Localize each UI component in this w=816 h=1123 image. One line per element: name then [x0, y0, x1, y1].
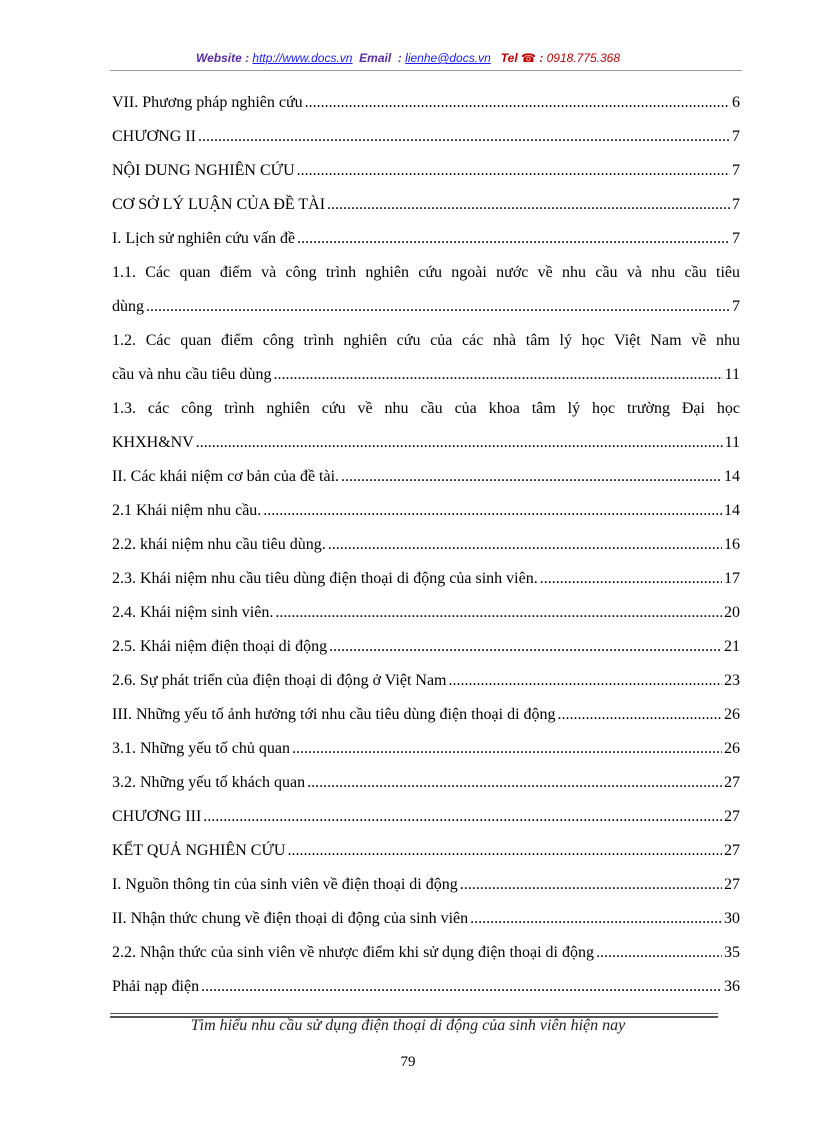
toc-entry-page: 7	[732, 162, 740, 179]
email-link[interactable]: lienhe@docs.vn	[405, 51, 491, 65]
toc-entry-title: CHƯƠNG III	[112, 808, 202, 825]
toc-entry-title: CHƯƠNG II	[112, 128, 196, 145]
toc-leader-dots	[292, 732, 722, 766]
website-link[interactable]: http://www.docs.vn	[252, 51, 353, 65]
toc-leader-dots	[470, 902, 722, 936]
toc-leader-dots	[327, 188, 730, 222]
email-separator: :	[397, 51, 402, 65]
toc-entry-page: 35	[724, 944, 740, 961]
toc-entry-title: 2.1 Khái niệm nhu cầu.	[112, 502, 262, 519]
footer-title: Tìm hiểu nhu cầu sử dụng điện thoại di động của sinh viên hiện nay	[190, 1017, 626, 1034]
toc-entry-text-first-line: 1.2. Các quan điểm công trình nghiên cứu của các nhà tâm lý học Việt Nam về nhu	[112, 332, 740, 349]
toc-entry[interactable]	[112, 936, 740, 970]
toc-entry-page: 6	[732, 94, 740, 111]
toc-entry[interactable]	[112, 630, 740, 664]
toc-entry[interactable]	[112, 970, 740, 1004]
toc-entry-title: KHXH&NV	[112, 434, 194, 451]
toc-leader-dots	[328, 528, 722, 562]
toc-entry-title: I. Lịch sử nghiên cứu vấn đề	[112, 230, 296, 247]
toc-entry[interactable]	[112, 290, 740, 324]
toc-leader-dots	[540, 562, 722, 596]
toc-entry-title: II. Nhận thức chung về điện thoại di động của sinh viên	[112, 910, 469, 927]
toc-leader-dots	[287, 834, 722, 868]
toc-entry-page: 7	[732, 298, 740, 315]
toc-entry-title: I. Nguồn thông tin của sinh viên về điện thoại di động	[112, 876, 458, 893]
toc-leader-dots	[274, 358, 723, 392]
toc-entry[interactable]	[112, 664, 740, 698]
website-label: Website :	[195, 51, 250, 65]
toc-entry[interactable]	[112, 596, 740, 630]
toc-entry-title: 3.1. Những yếu tố chủ quan	[112, 740, 290, 757]
toc-leader-dots	[341, 460, 722, 494]
toc-entry-title: 2.4. Khái niệm sinh viên.	[112, 604, 274, 621]
page-header	[0, 51, 816, 65]
toc-entry-page: 26	[724, 740, 740, 757]
toc-leader-dots	[203, 800, 722, 834]
toc-entry-page: 30	[724, 910, 740, 927]
toc-entry-page: 11	[724, 366, 740, 383]
toc-entry-text-first-line: 1.1. Các quan điểm và công trình nghiên cứu ngoài nước về nhu cầu và nhu cầu tiêu	[112, 264, 740, 281]
toc-entry[interactable]	[112, 562, 740, 596]
toc-entry[interactable]	[112, 800, 740, 834]
toc-entry-page: 16	[724, 536, 740, 553]
toc-entry[interactable]	[112, 154, 740, 188]
toc-leader-dots	[297, 222, 730, 256]
toc-entry-title: 2.2. Nhận thức của sinh viên về nhược điểm khi sử dụng điện thoại di động	[112, 944, 594, 961]
toc-entry[interactable]	[112, 120, 740, 154]
toc-entry[interactable]	[112, 528, 740, 562]
toc-entry-page: 27	[724, 808, 740, 825]
toc-entry[interactable]	[112, 766, 740, 800]
toc-entry-title: VII. Phương pháp nghiên cứu	[112, 94, 303, 111]
toc-entry[interactable]	[112, 358, 740, 392]
toc-entry-page: 14	[724, 468, 740, 485]
toc-entry-title: 2.2. khái niệm nhu cầu tiêu dùng.	[112, 536, 326, 553]
toc-entry[interactable]	[112, 698, 740, 732]
toc-leader-dots	[263, 494, 722, 528]
toc-leader-dots	[201, 970, 722, 1004]
tel-label: Tel ☎ :	[500, 51, 544, 65]
toc-leader-dots	[460, 868, 722, 902]
toc-entry-title: KẾT QUẢ NGHIÊN CỨU	[112, 842, 286, 859]
toc-entry-page: 14	[724, 502, 740, 519]
toc-entry-title: cầu và nhu cầu tiêu dùng	[112, 366, 272, 383]
toc-entry[interactable]	[112, 902, 740, 936]
toc-leader-dots	[558, 698, 722, 732]
footer-rule	[110, 1013, 718, 1014]
toc-entry[interactable]	[112, 86, 740, 120]
toc-entry-page: 27	[724, 876, 740, 893]
toc-entry[interactable]	[112, 426, 740, 460]
table-of-contents	[112, 86, 740, 1004]
toc-leader-dots	[198, 120, 730, 154]
toc-entry-page: 7	[732, 230, 740, 247]
toc-entry-page: 7	[732, 128, 740, 145]
toc-entry[interactable]	[112, 834, 740, 868]
toc-entry-title: II. Các khái niệm cơ bản của đề tài.	[112, 468, 340, 485]
toc-entry-title: Phải nạp điện	[112, 978, 200, 995]
toc-entry[interactable]	[112, 732, 740, 766]
toc-entry-page: 17	[724, 570, 740, 587]
header-rule	[110, 70, 742, 71]
toc-entry[interactable]	[112, 868, 740, 902]
email-label: Email	[359, 51, 392, 65]
toc-entry-page: 7	[732, 196, 740, 213]
toc-entry[interactable]	[112, 222, 740, 256]
toc-entry-title: 2.6. Sự phát triển của điện thoại di động ở Việt Nam	[112, 672, 447, 689]
toc-leader-dots	[196, 426, 723, 460]
tel-value: 0918.775.368	[546, 51, 621, 65]
toc-entry-page: 20	[724, 604, 740, 621]
toc-leader-dots	[596, 936, 722, 970]
toc-entry-title: CƠ SỞ LÝ LUẬN CỦA ĐỀ TÀI	[112, 196, 326, 213]
toc-leader-dots	[305, 86, 730, 120]
toc-leader-dots	[448, 664, 722, 698]
toc-entry-page: 23	[724, 672, 740, 689]
toc-entry-title: NỘI DUNG NGHIÊN CỨU	[112, 162, 295, 179]
toc-leader-dots	[146, 290, 730, 324]
page-number: 79	[400, 1054, 416, 1070]
toc-entry-page: 11	[724, 434, 740, 451]
toc-entry-text-first-line: 1.3. các công trình nghiên cứu về nhu cầu của khoa tâm lý học trường Đại học	[112, 400, 740, 417]
toc-entry-title: 3.2. Những yếu tố khách quan	[112, 774, 306, 791]
toc-entry-page: 21	[724, 638, 740, 655]
toc-leader-dots	[307, 766, 722, 800]
toc-entry-title: 2.3. Khái niệm nhu cầu tiêu dùng điện thoại di động của sinh viên.	[112, 570, 538, 587]
toc-entry-page: 27	[724, 842, 740, 859]
toc-entry-title: dùng	[112, 298, 144, 315]
toc-entry-title: III. Những yếu tố ảnh hưởng tới nhu cầu tiêu dùng điện thoại di động	[112, 706, 556, 723]
toc-entry[interactable]	[112, 188, 740, 222]
toc-entry-page: 36	[724, 978, 740, 995]
toc-entry[interactable]	[112, 460, 740, 494]
toc-leader-dots	[329, 630, 722, 664]
toc-leader-dots	[297, 154, 730, 188]
toc-leader-dots	[275, 596, 722, 630]
toc-entry-page: 27	[724, 774, 740, 791]
toc-entry-title: 2.5. Khái niệm điện thoại di động	[112, 638, 328, 655]
toc-entry[interactable]	[112, 494, 740, 528]
toc-entry-page: 26	[724, 706, 740, 723]
